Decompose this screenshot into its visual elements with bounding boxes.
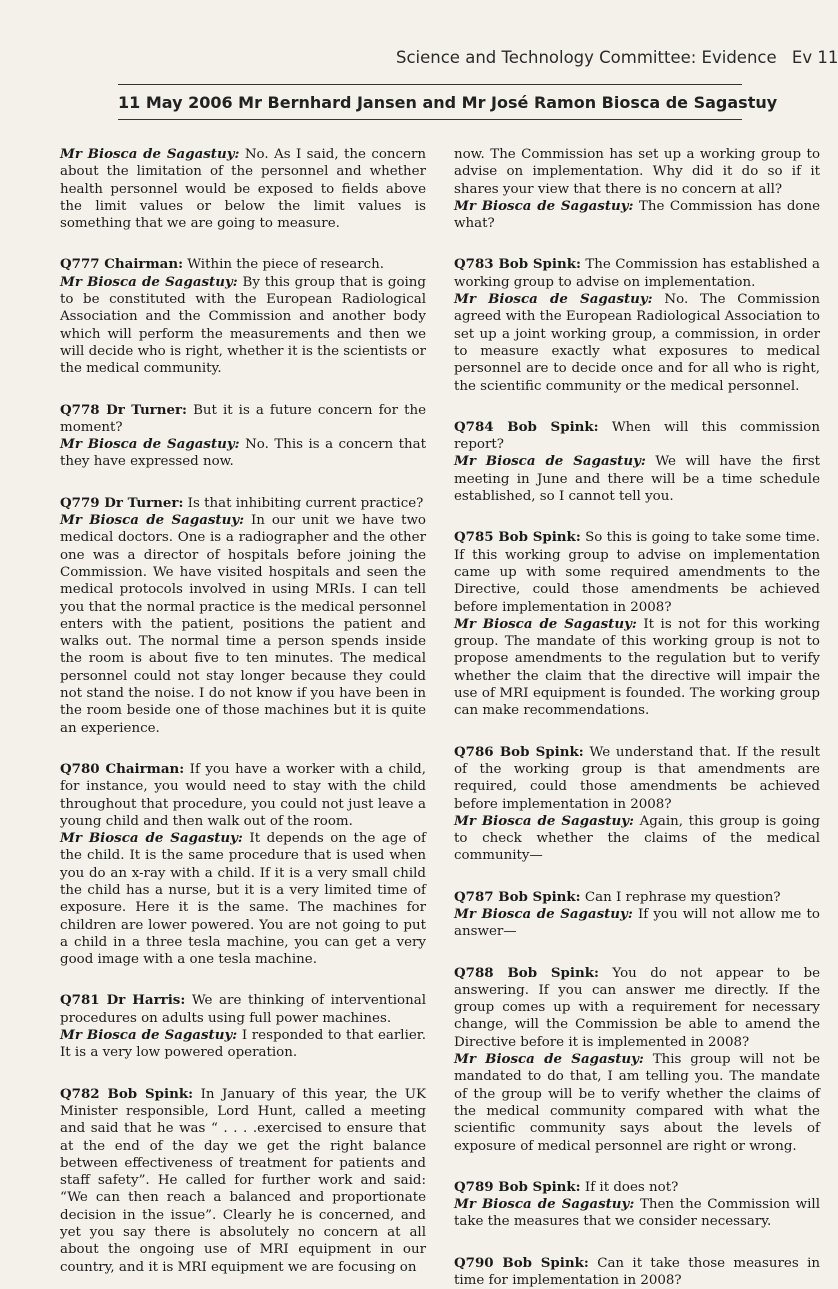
paragraph	[60, 146, 426, 232]
question-speaker: Q787 Bob Spink:	[454, 888, 581, 905]
paragraph	[454, 453, 820, 505]
question-text: now. The Commission has set up a working group to advise on implementation. Why did it do so if it shares your view that there is no concern at all?	[454, 147, 820, 197]
page-number: Ev 11	[791, 48, 838, 67]
answer-text: If you will not allow me to answer—	[454, 906, 820, 940]
paragraph	[60, 992, 426, 1027]
paragraph	[454, 889, 820, 906]
question-text: If you have a worker with a child, for instance, you would need to stay with the child throughout that procedure, you could not just leave a young child and then walk out of the room.	[60, 761, 426, 829]
question-text: When will this commission report?	[454, 419, 820, 453]
paragraph	[60, 256, 426, 273]
question-speaker: Q781 Dr Harris:	[60, 992, 186, 1009]
question-speaker: Q786 Bob Spink:	[454, 743, 584, 760]
speaker: Mr Biosca de Sagastuy:	[454, 1196, 635, 1213]
speaker: Mr Biosca de Sagastuy:	[60, 146, 240, 162]
question-speaker: Q779 Dr Turner:	[60, 494, 184, 511]
question-speaker: Q784 Bob Spink:	[454, 418, 599, 435]
answer-text: It is not for this working group. The mandate of this working group is not to propose amendments to the regulation but to verify whether the claim that the directive will impair the use of MRI equipment is founded. The working group can make recommendations.	[454, 616, 820, 719]
question-speaker: Q789 Bob Spink:	[454, 1178, 581, 1195]
paragraph	[60, 830, 426, 968]
speaker: Mr Biosca de Sagastuy:	[454, 812, 635, 829]
question-speaker: Q778 Dr Turner:	[60, 401, 187, 418]
question-text: We understand that. If the result of the working group is that amendments are required, could those amendments be achieved before implementation in 2008?	[454, 744, 820, 812]
paragraph	[454, 529, 820, 615]
answer-text: In our unit we have two medical doctors. One is a radiographer and the other one was a director of hospitals before joining the Commission. We have visited hospitals and seen the medical protocols involved in using MRIs. I can tell you that the normal practice is the medical personnel enters with the patient, positions the patient and walks out. The normal time a person spends inside the room is about five to ten minutes. The medical personnel could not stay longer because they could not stand the noise. I do not know if you have been in the room beside one of those machines but it is quite an experience.	[60, 513, 426, 736]
speaker: Mr Biosca de Sagastuy:	[454, 905, 633, 922]
speaker: Mr Biosca de Sagastuy:	[60, 830, 243, 847]
speaker: Mr Biosca de Sagastuy:	[454, 615, 637, 632]
question-text: Within the piece of research.	[187, 257, 385, 273]
paragraph	[454, 965, 820, 1051]
answer-text: No. As I said, the concern about the limitation of the personnel and whether health personnel would be exposed to fields above the limit values or below the limit values is something that we are going to measure.	[60, 147, 426, 232]
answer-text: We will have the first meeting in June and there will be a time schedule established, so I cannot tell you.	[454, 454, 820, 505]
speaker: Mr Biosca de Sagastuy:	[60, 512, 245, 529]
paragraph	[454, 291, 820, 395]
right-column	[454, 146, 820, 1289]
question-speaker: Q788 Bob Spink:	[454, 964, 599, 981]
paragraph	[60, 1027, 426, 1062]
question-speaker: Q783 Bob Spink:	[454, 256, 581, 273]
speaker: Mr Biosca de Sagastuy:	[454, 197, 634, 214]
left-column	[60, 146, 426, 1276]
paragraph	[454, 146, 820, 198]
paragraph	[454, 813, 820, 865]
question-text: But it is a future concern for the moment?	[60, 402, 426, 435]
paragraph	[454, 616, 820, 720]
question-text: If it does not?	[584, 1179, 679, 1195]
question-text: Can I rephrase my question?	[584, 889, 781, 905]
speaker: Mr Biosca de Sagastuy:	[60, 1027, 238, 1044]
paragraph	[454, 198, 820, 233]
paragraph	[454, 1179, 820, 1196]
speaker: Mr Biosca de Sagastuy:	[454, 1051, 644, 1068]
header-rule-top	[118, 84, 742, 85]
question-text: In January of this year, the UK Minister responsible, Lord Hunt, called a meeting and said that he was “ . . . .exercised to ensure that at the end of the day we get the right balance between effectiveness of treatment for patients and staff safety”. He called for further work and said: “We can then reach a balanced and proportionate decision in the issue”. Clearly he is concerned, and yet you say there is absolutely no concern at all about the ongoing use of MRI equipment in our country, and it is MRI equipment we are focusing on	[60, 1086, 426, 1275]
paragraph	[60, 402, 426, 437]
question-speaker: Q782 Bob Spink:	[60, 1085, 194, 1102]
question-text: Is that inhibiting current practice?	[187, 495, 424, 511]
header-rule-bottom	[118, 119, 742, 120]
question-text: You do not appear to be answering. If you can answer me directly. If the group comes up with a requirement for necessary change, will the Commission be able to amend the Directive before it is implemented in 2008?	[454, 965, 820, 1050]
answer-text: No. The Commission agreed with the European Radiological Association to set up a joint working group, a commission, in order to measure exactly what exposures to medical personnel are to decide once and for all who is right, the scientific community or the medical personnel.	[454, 292, 820, 394]
question-speaker: Q785 Bob Spink:	[454, 529, 581, 546]
paragraph	[454, 256, 820, 291]
paragraph	[60, 761, 426, 830]
answer-text: Then the Commission will take the measures that we consider necessary.	[454, 1197, 820, 1230]
question-text: We are thinking of interventional procedures on adults using full power machines.	[60, 993, 426, 1026]
paragraph	[60, 495, 426, 512]
question-speaker: Q780 Chairman:	[60, 760, 185, 777]
speaker: Mr Biosca de Sagastuy:	[454, 291, 653, 308]
paragraph	[454, 1051, 820, 1155]
answer-text: Again, this group is going to check whether the claims of the medical community—	[454, 813, 820, 864]
paragraph	[60, 512, 426, 737]
speaker: Mr Biosca de Sagastuy:	[60, 436, 240, 453]
speaker: Mr Biosca de Sagastuy:	[60, 273, 238, 290]
speaker: Mr Biosca de Sagastuy:	[454, 453, 646, 470]
running-header	[396, 48, 838, 67]
session-subheader: 11 May 2006 Mr Bernhard Jansen and Mr José Ramon Biosca de Sagastuy	[118, 93, 778, 112]
paragraph	[454, 1255, 820, 1289]
question-text: So this is going to take some time. If this working group to advise on implementation came up with some required amendments to the Directive, could those amendments be achieved before implementation in 2008?	[454, 530, 820, 615]
answer-text: I responded to that earlier. It is a very low powered operation.	[60, 1028, 426, 1061]
paragraph	[454, 419, 820, 454]
answer-text: This group will not be mandated to do that, I am telling you. The mandate of the group will be to verify whether the claims of the medical community compared with what the scientific community says about the levels of exposure of medical personnel are right or wrong.	[454, 1052, 820, 1154]
question-text: The Commission has established a working group to advise on implementation.	[454, 257, 820, 290]
question-speaker: Q790 Bob Spink:	[454, 1254, 589, 1271]
publication-title: Science and Technology Committee: Evidence	[396, 48, 777, 67]
paragraph	[454, 744, 820, 813]
paragraph	[60, 436, 426, 471]
question-speaker: Q777 Chairman:	[60, 256, 184, 273]
question-text: Can it take those measures in time for implementation in 2008?	[454, 1255, 820, 1289]
paragraph	[60, 274, 426, 378]
paragraph	[454, 1196, 820, 1231]
answer-text: It depends on the age of the child. It is the same procedure that is used when you do an x-ray with a child. If it is a very small child the child has a nurse, but it is a very limited time of exposure. Here it is the same. The machines for children are lower powered. You are not going to put a child in a three tesla machine, you can get a very good image with a one tesla machine.	[60, 831, 426, 968]
answer-text: By this group that is going to be constituted with the European Radiological Association and the Commission and another body which will perform the measurements and then we will decide who is right, whether it is the scientists or the medical community.	[60, 274, 427, 377]
paragraph	[60, 1086, 426, 1276]
answer-text: The Commission has done what?	[454, 198, 820, 232]
paragraph	[454, 906, 820, 941]
answer-text: No. This is a concern that they have expressed now.	[60, 437, 426, 470]
